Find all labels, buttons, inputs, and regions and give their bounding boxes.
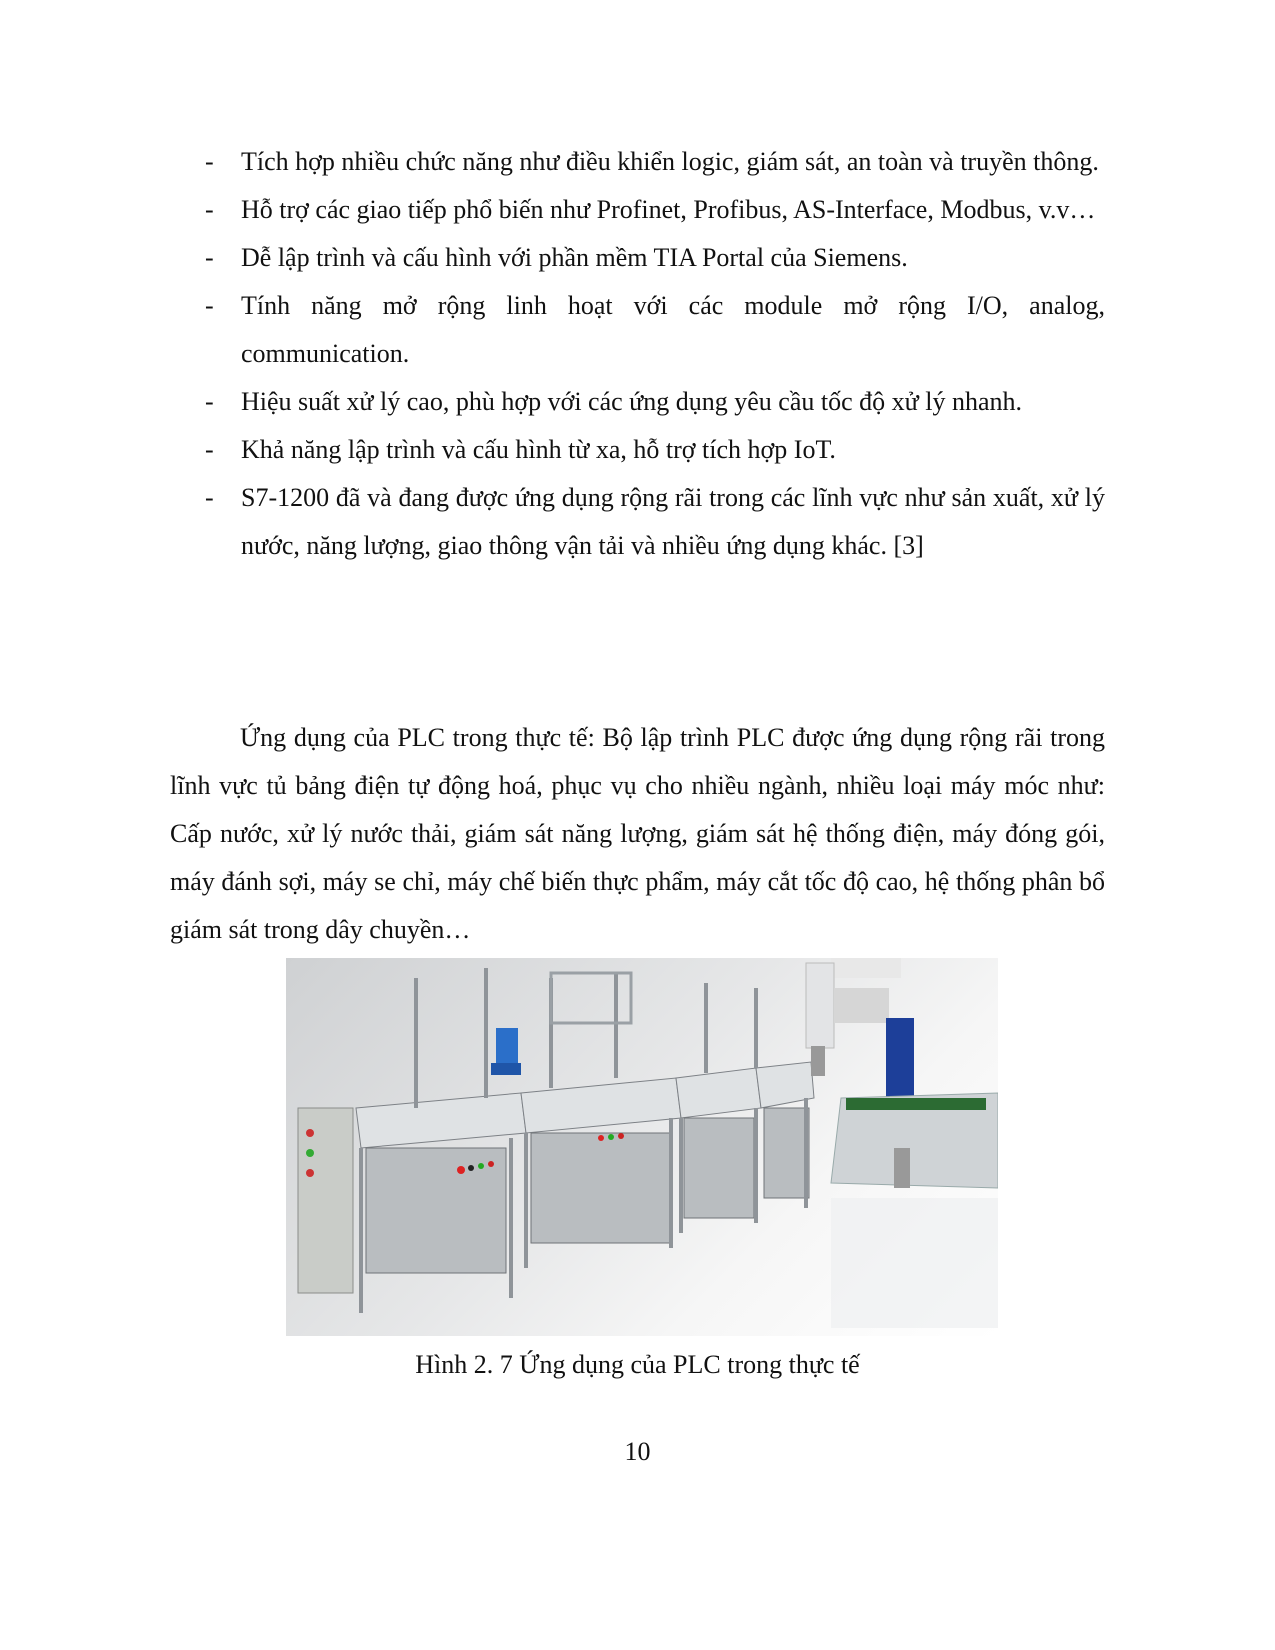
bullet-item [205, 426, 1105, 474]
bullet-item [205, 186, 1105, 234]
bullet-item [205, 138, 1105, 186]
figure-caption: Hình 2. 7 Ứng dụng của PLC trong thực tế [415, 1350, 860, 1379]
bullet-dash: - [205, 483, 214, 512]
bullet-dash: - [205, 387, 214, 416]
feature-bullet-list [205, 138, 1105, 570]
body-paragraph: Ứng dụng của PLC trong thực tế: Bộ lập trình PLC được ứng dụng rộng rãi trong lĩnh vực tủ bảng điện tự động hoá, phục vụ cho nhiều ngành, nhiều loại máy móc như: Cấp nước, xử lý nước thải, giám sát năng lượng, giám sát hệ thống điện, máy đóng gói, máy đánh sợi, máy se chỉ, máy chế biến thực phẩm, máy cắt tốc độ cao, hệ thống phân bổ giám sát trong dây chuyền… [170, 723, 1105, 944]
bullet-item [205, 378, 1105, 426]
bullet-item [205, 474, 1105, 570]
bullet-text: Khả năng lập trình và cấu hình từ xa, hỗ trợ tích hợp IoT. [241, 435, 836, 464]
bullet-dash: - [205, 435, 214, 464]
bullet-item [205, 282, 1105, 378]
bullet-text: Tính năng mở rộng linh hoạt với các module mở rộng I/O, analog, communication. [241, 291, 1105, 368]
figure-image [286, 958, 998, 1336]
production-line-illustration [286, 958, 998, 1336]
bullet-text: Hiệu suất xử lý cao, phù hợp với các ứng dụng yêu cầu tốc độ xử lý nhanh. [241, 387, 1022, 416]
page-number: 10 [624, 1437, 651, 1466]
bullet-dash: - [205, 243, 214, 272]
bullet-dash: - [205, 195, 214, 224]
bullet-item [205, 234, 1105, 282]
bullet-text: Dễ lập trình và cấu hình với phần mềm TIA Portal của Siemens. [241, 243, 908, 272]
bullet-dash: - [205, 291, 214, 320]
bullet-text: S7-1200 đã và đang được ứng dụng rộng rãi trong các lĩnh vực như sản xuất, xử lý nước, năng lượng, giao thông vận tải và nhiều ứng dụng khác. [3] [241, 483, 1105, 560]
bullet-dash: - [205, 147, 214, 176]
bullet-text: Tích hợp nhiều chức năng như điều khiển logic, giám sát, an toàn và truyền thông. [241, 147, 1099, 176]
bullet-text: Hỗ trợ các giao tiếp phổ biến như Profinet, Profibus, AS-Interface, Modbus, v.v… [241, 195, 1096, 224]
